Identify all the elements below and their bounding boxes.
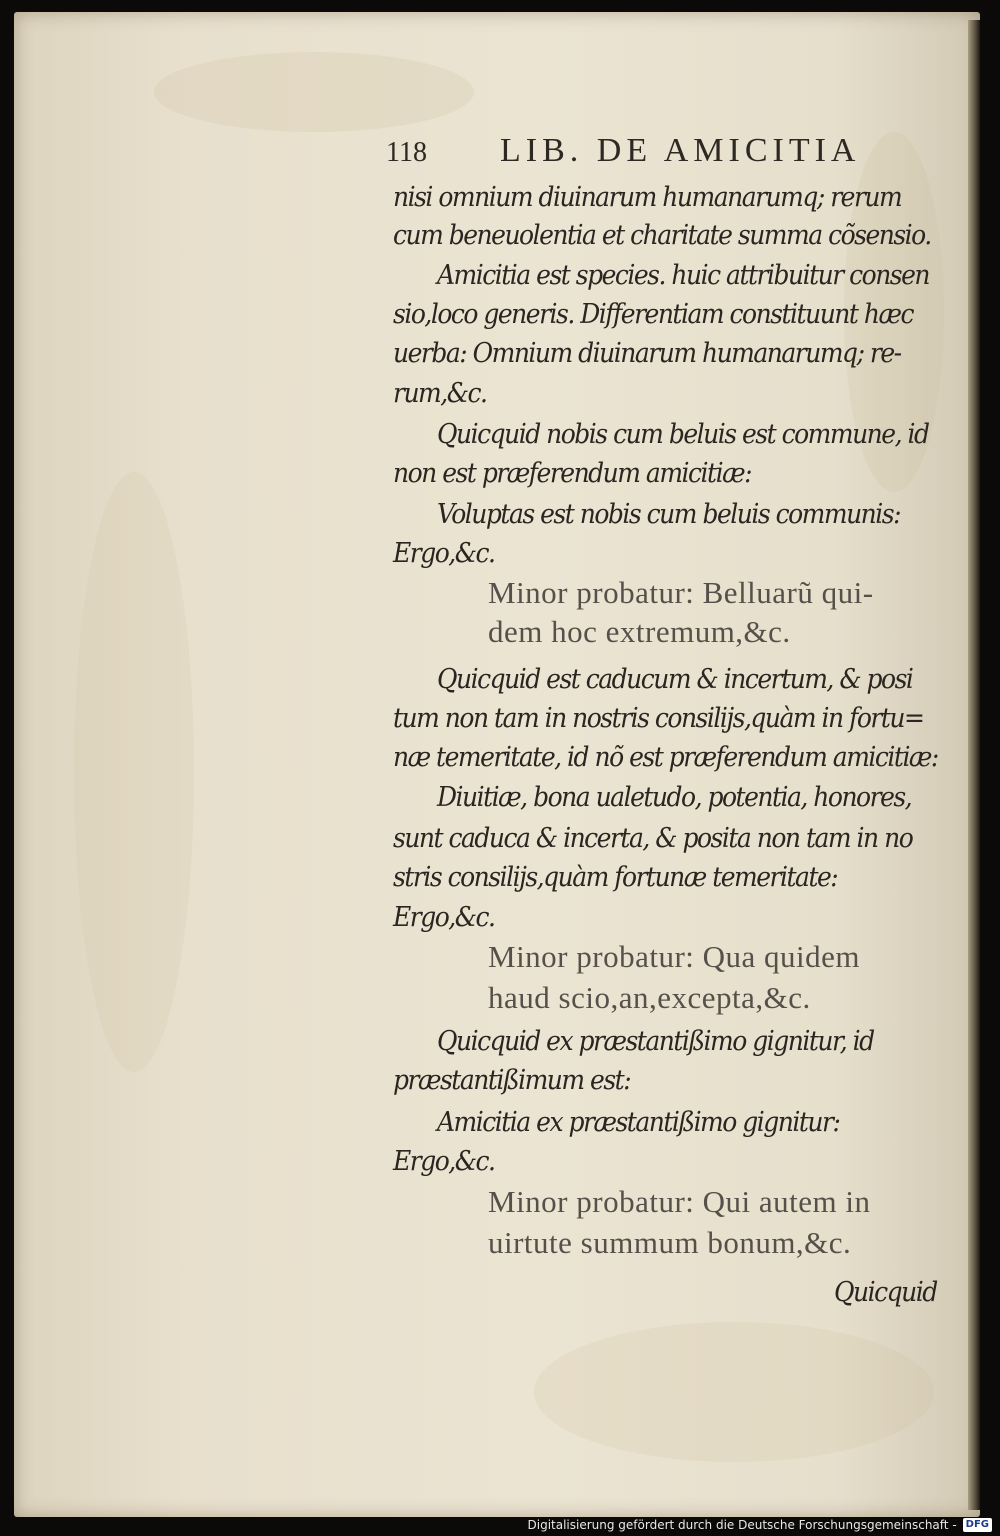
text-line: sunt caduca & incerta, & posita non tam in no: [393, 822, 913, 854]
text-line: Amicitia est species. huic attribuitur consen: [437, 259, 930, 291]
text-line: uirtute summum bonum,&c.: [488, 1225, 852, 1260]
page-number: 118: [386, 137, 427, 168]
digitization-credit: [528, 1516, 993, 1534]
text-line: cum beneuolentia et charitate summa cõsensio.: [393, 219, 931, 251]
credit-text: Digitalisierung gefördert durch die Deutsche Forschungsgemeinschaft -: [527, 1518, 957, 1532]
text-line: Ergo,&c.: [393, 901, 495, 933]
text-line: Minor probatur: Belluarũ qui-: [488, 575, 874, 610]
text-line: Quicquid ex præstantißimo gignitur, id: [437, 1025, 874, 1057]
text-line: Minor probatur: Qua quidem: [488, 939, 861, 974]
text-line: dem hoc extremum,&c.: [488, 614, 791, 649]
text-line: Voluptas est nobis cum beluis communis:: [437, 498, 901, 530]
text-line: Ergo,&c.: [393, 537, 495, 569]
text-line: nisi omnium diuinarum humanarumq; rerum: [393, 181, 902, 213]
text-line: non est præferendum amicitiæ:: [393, 457, 751, 489]
text-line: tum non tam in nostris consilijs,quàm in fortu=: [393, 702, 924, 734]
running-title: LIB. DE AMICITIA: [500, 132, 861, 169]
text-line: Minor probatur: Qui autem in: [488, 1184, 871, 1219]
text-line: Quicquid nobis cum beluis est commune, id: [437, 418, 929, 450]
text-line: præstantißimum est:: [393, 1064, 631, 1096]
text-line: stris consilijs,quàm fortunæ temeritate:: [393, 861, 838, 893]
text-line: sio,loco generis. Differentiam constituunt hæc: [393, 298, 913, 330]
text-line: uerba: Omnium diuinarum humanarumq; re-: [393, 337, 901, 369]
dfg-logo: DFG: [963, 1518, 992, 1532]
text-line: Amicitia ex præstantißimo gignitur:: [437, 1106, 840, 1138]
text-line: næ temeritate, id nõ est præferendum amicitiæ:: [393, 741, 938, 773]
text-line: Ergo,&c.: [393, 1145, 495, 1177]
catchword: Quicquid: [834, 1276, 937, 1308]
text-line: Diuitiæ, bona ualetudo, potentia, honores,: [437, 781, 912, 813]
text-line: haud scio,an,excepta,&c.: [488, 980, 811, 1015]
text-line: rum,&c.: [393, 377, 487, 409]
text-line: Quicquid est caducum & incertum, & posi: [437, 663, 913, 695]
